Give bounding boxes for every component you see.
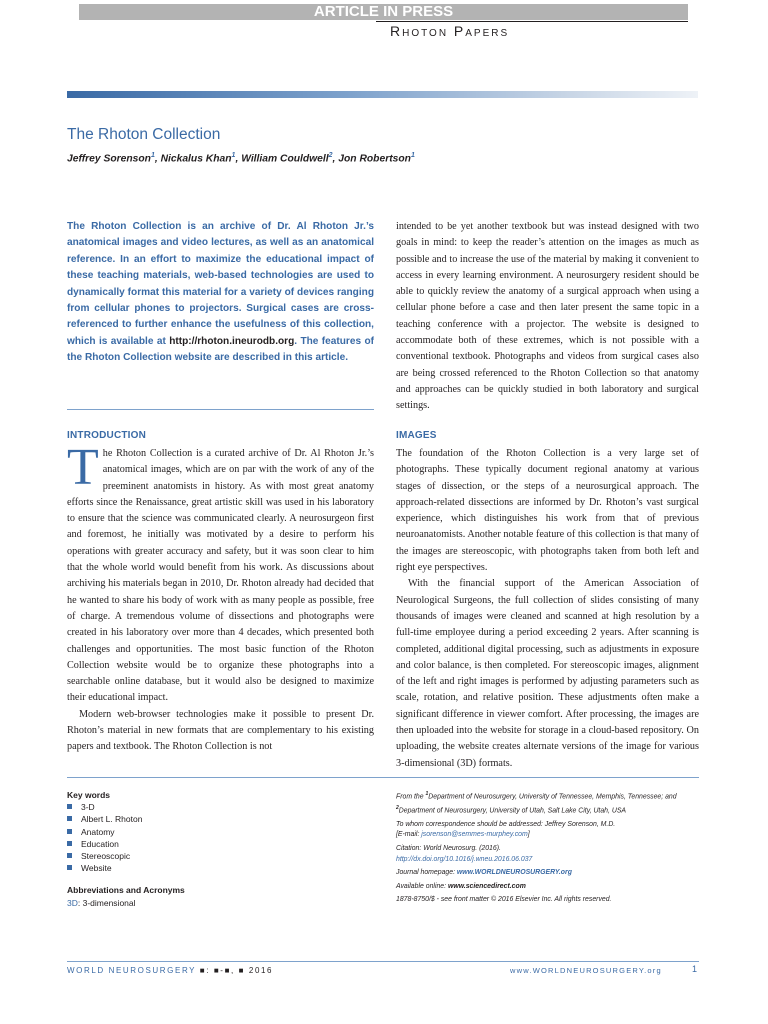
affiliation-marker: 1 — [231, 152, 236, 159]
affiliation-marker: 2 — [396, 804, 399, 811]
abstract — [67, 219, 374, 367]
keyword-item: Website — [67, 862, 267, 874]
footer-issue: ■: ■-■, ■ 2016 — [195, 966, 274, 975]
affiliation-marker: 2 — [328, 152, 333, 159]
author-separator: , — [154, 153, 161, 165]
copyright: 1878-8750/$ - see front matter © 2016 Elsevier Inc. All rights reserved. — [396, 896, 612, 904]
author-name: Jon Robertson — [338, 153, 411, 165]
introduction-text: he Rhoton Collection is a curated archive of Dr. Al Rhoton Jr.’s anatomical images, which are on par with the work of any of the preeminent anatomists in history. As with most great anatomy efforts since the Renaissance, great artistic skill was used in his laboratory to ensure that the science was communicated clearly. A neurosurgeon first and foremost, he initially was motivated by a desire to perform his operations with greater accuracy and safety, but it was soon clear to him that the whole world would benefit from his work. As discussions about archiving his materials began in 2010, Dr. Rhoton already had decided that he wanted to share his body of work with as many people as possible, free of charge. A tremendous volume of dissections and photographs were created in his laboratory over more than 4 decades, which presented both challenges and opportunities. The most basic function of the Rhoton Collection website would be to organize these photographs into a searchable online database, but it would also be designed to maximize their educational impact. — [67, 448, 374, 704]
affiliations — [396, 789, 699, 817]
keywords-title: Key words — [67, 790, 110, 800]
drop-cap: T — [67, 439, 99, 496]
email-link[interactable]: jsorenson@semmes-murphey.com — [421, 831, 528, 839]
author-separator: , — [235, 153, 242, 165]
correspondence-text: To whom correspondence should be addressed: Jeffrey Sorenson, M.D. — [396, 820, 616, 828]
abstract-divider — [67, 409, 374, 410]
article-title: The Rhoton Collection — [67, 126, 221, 143]
abstract-url-link[interactable]: http://rhoton.ineurodb.org — [169, 335, 295, 347]
affiliation-marker: 1 — [410, 152, 415, 159]
journal-homepage — [396, 868, 699, 879]
footer-divider — [67, 961, 699, 962]
author-name: Jeffrey Sorenson — [67, 153, 151, 165]
images-paragraph-2: With the financial support of the American Association of Neurological Surgeons, the full collection of slides consisting of many thousands of images were cleaned and scanned at high resolution by a full-time employee during a period exceeding 2 years. After scanning is completed, additional digital processing, such as adjustments in exposure and color balance, is then completed. For stereoscopic images, alignment of the left and right images is performed by adjusting parameters such as scale, rotation, and relative position. These adjustments often make a significant difference in viewer comfort. After processing, the images are then uploaded into the website for storage in a cloud-based repository. On uploading, the website creates alternate versions of the image for various 3-dimensional (3D) formats. — [396, 578, 699, 769]
keyword-item: 3-D — [67, 801, 267, 813]
abstract-text: The Rhoton Collection is an archive of Dr. Al Rhoton Jr.’s anatomical images and video lectures, as well as an anatomical reference. In an effort to maximize the educational impact of these teaching materials, web-based technologies are used to dynamically format this material for a variety of devices ranging from cellular phones to projectors. Surgical cases are cross-referenced to further enhance the usefulness of this collection, which is available at — [67, 221, 374, 347]
page-number: 1 — [692, 964, 698, 974]
author-name: William Couldwell — [241, 153, 329, 165]
images-paragraph: The foundation of the Rhoton Collection is a very large set of photographs. These typically document regional anatomy at various stages of dissection, or the steps of a neurosurgical approach. The approach-related dissections are informed by Dr. Rhoton’s vast surgical experience, which distinguishes his work from that of previous neuroanatomists. Another notable feature of this collection is that many of the images are stereoscopic, with photographs taken from both left and right eye perspectives. — [396, 448, 699, 574]
author-name: Nickalus Khan — [160, 153, 232, 165]
author-list — [67, 152, 707, 164]
footer-journal-name: WORLD NEUROSURGERY — [67, 966, 196, 975]
online-label: Available online: — [396, 882, 448, 890]
introduction-body — [67, 439, 374, 756]
introduction-heading: INTRODUCTION — [67, 430, 147, 441]
introduction-paragraph-2: Modern web-browser technologies make it possible to present Dr. Rhoton’s material in new formats that are complementary to his existing papers and textbook. The Rhoton Collection is not — [67, 708, 374, 753]
email-close: ] — [527, 831, 530, 839]
article-info-block — [396, 789, 699, 909]
abbreviation-entry — [67, 897, 267, 909]
affiliation-marker: 1 — [150, 152, 155, 159]
affiliations-lead: From the — [396, 793, 426, 801]
series-title: Rhoton Papers — [376, 21, 688, 38]
email-label: [E-mail: — [396, 831, 422, 839]
author-separator: , — [332, 153, 339, 165]
keyword-item: Albert L. Rhoton — [67, 813, 267, 825]
keyword-item: Stereoscopic — [67, 850, 267, 862]
footer-website-link[interactable]: www.WORLDNEUROSURGERY.org — [510, 966, 662, 975]
abbreviation-term: 3D — [67, 897, 78, 908]
homepage-label: Journal homepage: — [396, 869, 457, 877]
correspondence — [396, 820, 699, 841]
citation — [396, 844, 699, 865]
available-online — [396, 882, 699, 893]
intro-continuation-paragraph: intended to be yet another textbook but was instead designed with two goals in mind: to keep the reader’s attention on the images as much as possible and to increase the use of the material by making it convenient to access in every learning environment. A neurosurgery resident should be able to quickly review the anatomy of a surgical approach when using a cellular phone before a case and then later present the same topic in a teaching conference with a projector. The website is designed to accommodate both of these extremes, which is not possible with a conventional textbook. Photographs and videos from surgical cases also are being crossed referenced to the Rhoton Collection so that anatomy and approaches can be quickly studied in both laboratory and surgical settings. — [396, 221, 699, 412]
abbreviations-title: Abbreviations and Acronyms — [67, 885, 185, 896]
keywords-block — [67, 789, 267, 909]
keyword-item: Education — [67, 838, 267, 850]
keywords-list — [67, 801, 267, 874]
homepage-link[interactable]: www.WORLDNEUROSURGERY.org — [456, 869, 572, 877]
affiliation-2: Department of Neurosurgery, University of Utah, Salt Lake City, Utah, USA — [398, 807, 627, 815]
affiliation-1: Department of Neurosurgery, University of Tennessee, Memphis, Tennessee; and — [428, 793, 677, 801]
images-heading: IMAGES — [396, 430, 437, 441]
introduction-paragraph — [67, 439, 374, 707]
sciencedirect-link[interactable]: www.sciencedirect.com — [447, 882, 526, 890]
images-body — [396, 446, 699, 772]
citation-text: Citation: World Neurosurg. (2016). — [396, 844, 501, 852]
abbreviation-definition: : 3-dimensional — [77, 897, 136, 908]
footer-journal — [67, 966, 273, 975]
abstract-text-end: . The features of the Rhoton Collection website are described in this article. — [67, 335, 375, 364]
doi-link[interactable]: http://dx.doi.org/10.1016/j.wneu.2016.06.037 — [396, 855, 533, 863]
footnote-divider — [67, 777, 699, 778]
header-gradient-rule — [67, 91, 698, 98]
article-in-press-banner: ARTICLE IN PRESS — [79, 4, 688, 20]
keyword-item: Anatomy — [67, 826, 267, 838]
affiliation-marker: 1 — [425, 791, 429, 797]
